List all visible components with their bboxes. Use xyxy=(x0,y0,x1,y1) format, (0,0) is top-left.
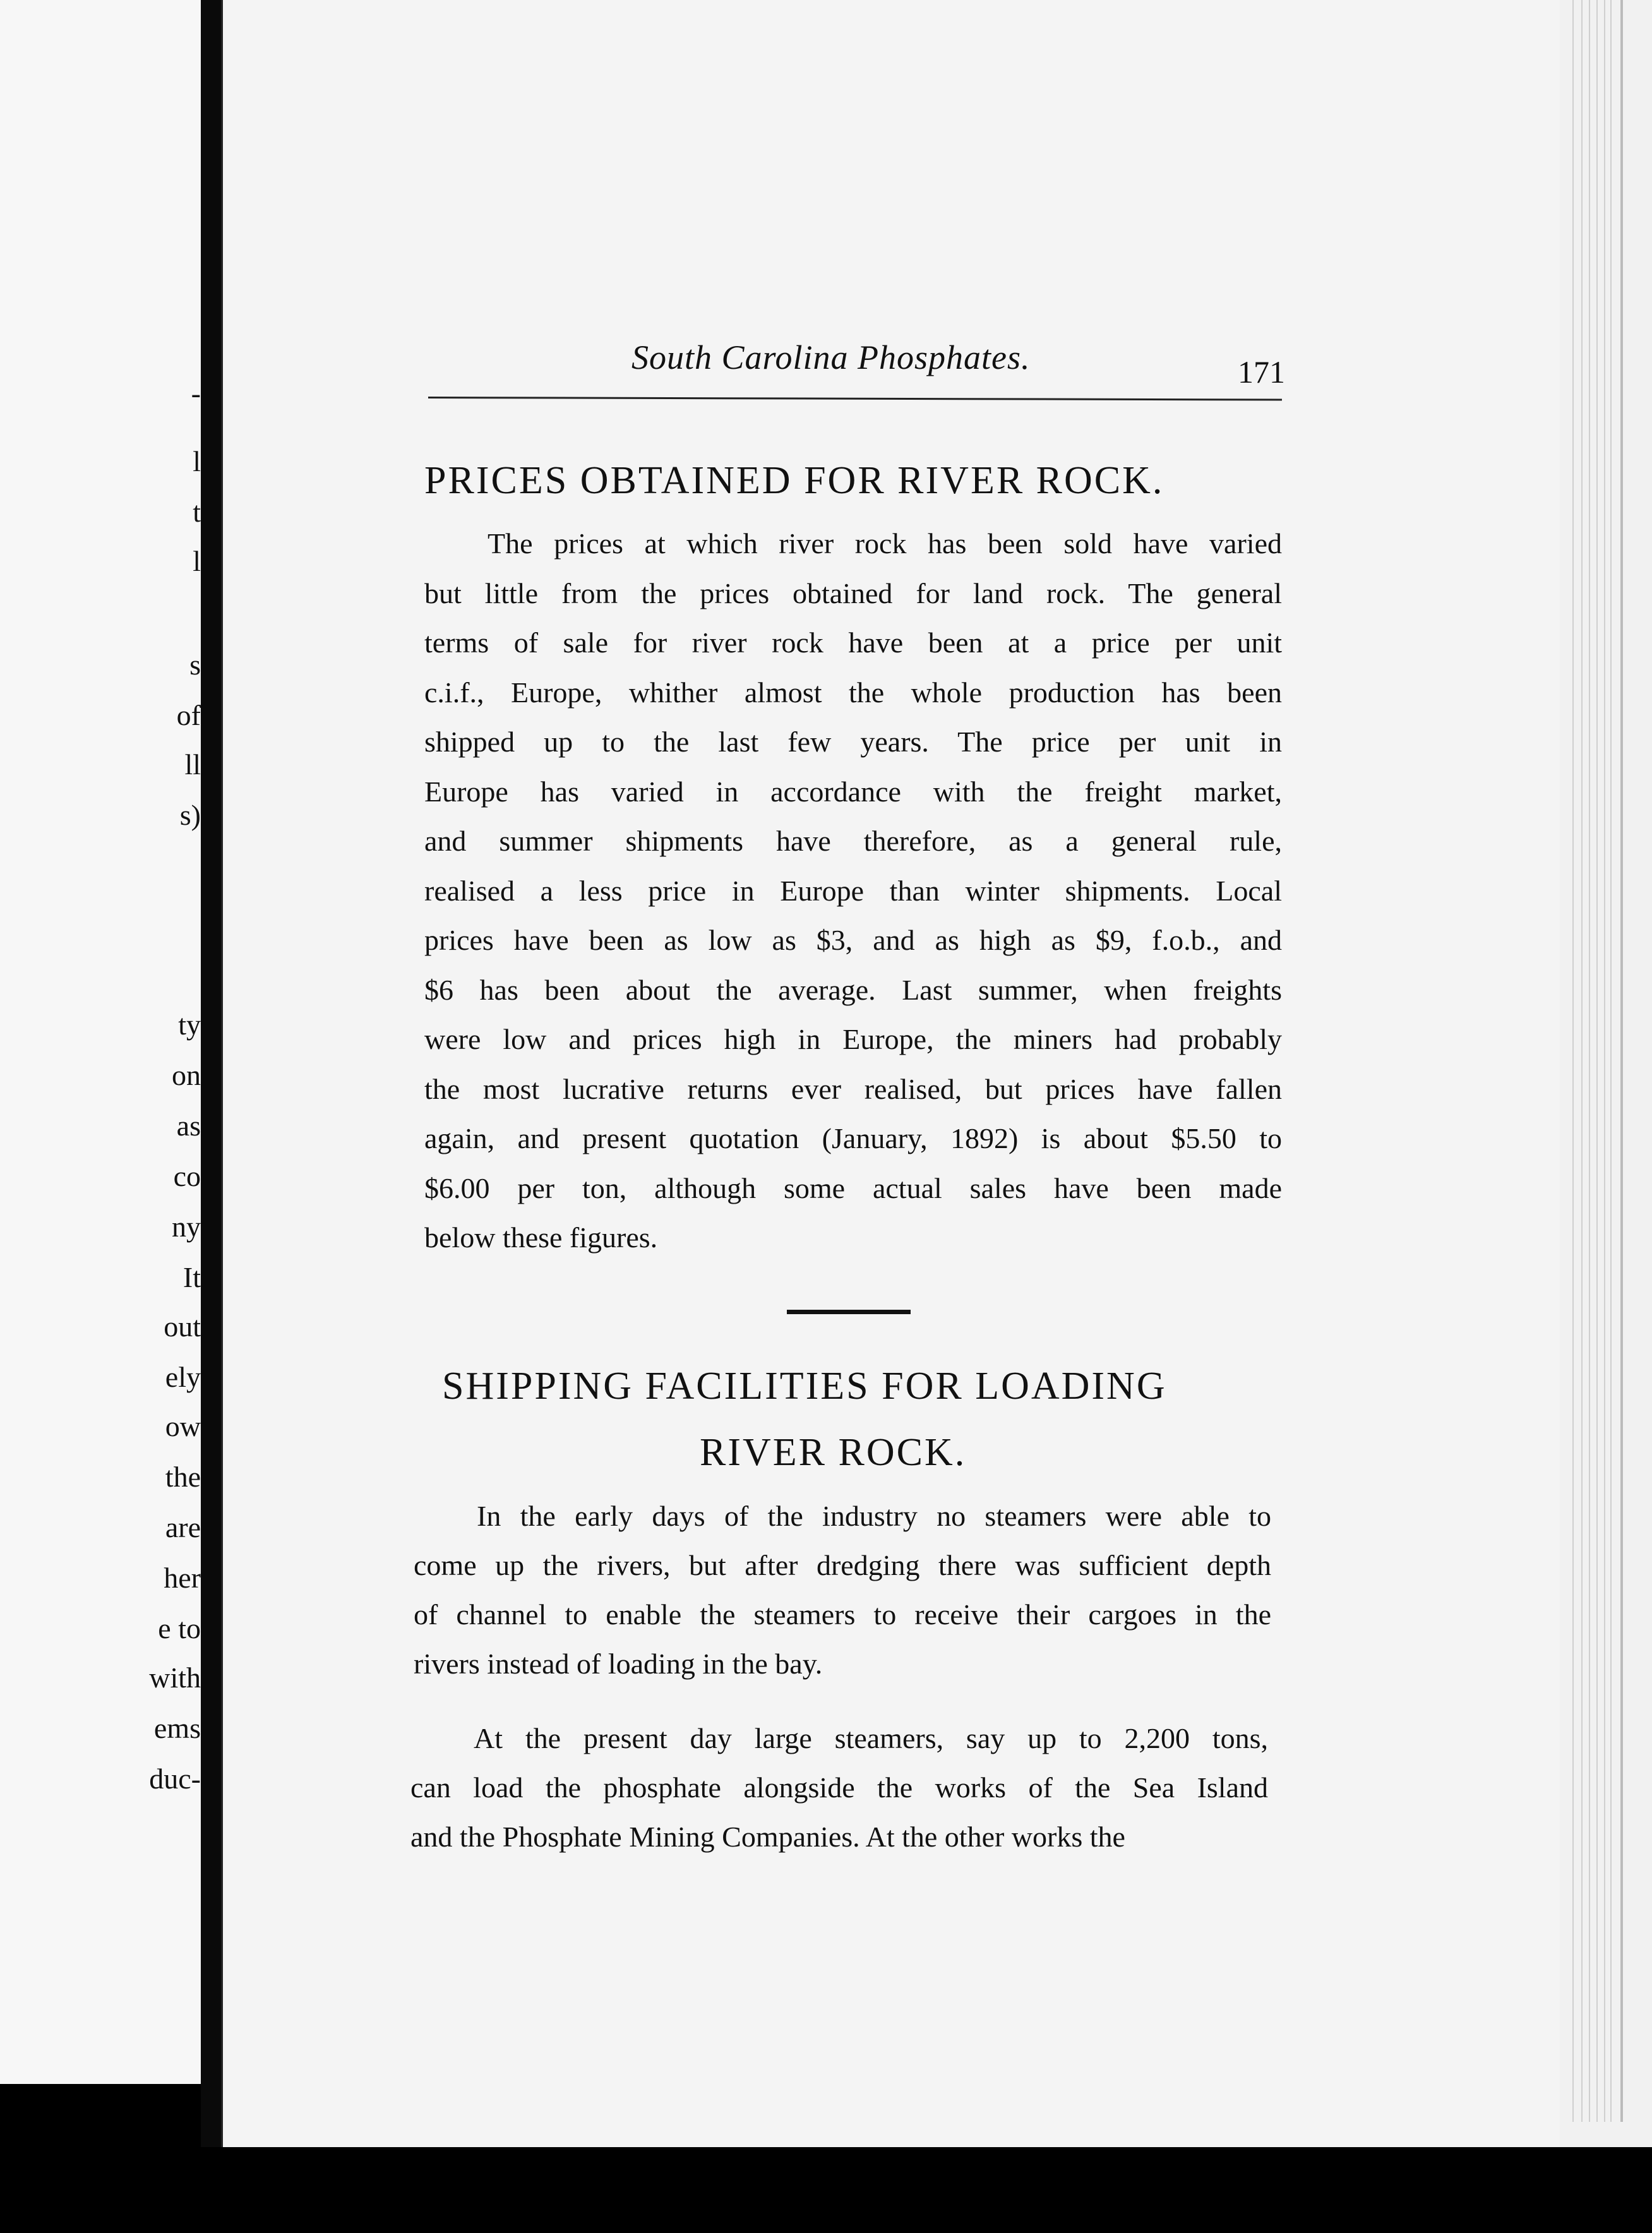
running-head: South Carolina Phosphates. xyxy=(631,338,1031,376)
margin-fragment: the xyxy=(165,1461,201,1493)
margin-fragment: - xyxy=(191,377,201,409)
margin-fragment: her xyxy=(164,1562,201,1594)
section-title: PRICES OBTAINED FOR RIVER ROCK. xyxy=(424,459,1164,502)
margin-fragment: ll xyxy=(184,748,201,781)
margin-fragment: on xyxy=(172,1059,201,1091)
margin-fragment: as xyxy=(176,1110,201,1142)
margin-fragment: s) xyxy=(179,799,201,831)
text-line: come up the rivers, but after dredging there was sufficient depth xyxy=(414,1549,1271,1581)
section-title-line-1: SHIPPING FACILITIES FOR LOADING xyxy=(442,1365,1167,1408)
margin-fragment: are xyxy=(165,1511,201,1543)
text-line: $6.00 per ton, although some actual sales have been made xyxy=(424,1171,1282,1204)
text-line: below these figures. xyxy=(424,1221,658,1254)
margin-fragment: t xyxy=(193,496,201,528)
text-line: terms of sale for river rock have been at a price per unit xyxy=(424,626,1282,659)
margin-fragment: out xyxy=(164,1310,201,1343)
margin-fragment: l xyxy=(193,545,201,577)
margin-fragment: l xyxy=(193,445,201,477)
text-line: prices have been as low as $3, and as high as $9, f.o.b., and xyxy=(424,924,1282,956)
text-line: can load the phosphate alongside the works of the Sea Island xyxy=(410,1771,1268,1804)
margin-fragment: ems xyxy=(153,1712,201,1744)
text-line: The prices at which river rock has been sold have varied xyxy=(488,527,1282,560)
margin-fragment: duc- xyxy=(149,1763,201,1795)
margin-fragment: ely xyxy=(165,1361,201,1393)
text-line: the most lucrative returns ever realised, but prices have fallen xyxy=(424,1072,1282,1105)
text-line: again, and present quotation (January, 1892) is about $5.50 to xyxy=(424,1122,1282,1154)
text-line: but little from the prices obtained for land rock. The general xyxy=(424,577,1282,609)
text-line: and the Phosphate Mining Companies. At the other works the xyxy=(410,1821,1125,1853)
margin-fragment: co xyxy=(173,1160,201,1192)
text-line: were low and prices high in Europe, the miners had probably xyxy=(424,1023,1282,1055)
section-divider xyxy=(787,1310,911,1314)
text-line: Europe has varied in accordance with the freight market, xyxy=(424,775,1282,808)
text-line: shipped up to the last few years. The price per unit in xyxy=(424,726,1282,758)
facing-page xyxy=(0,0,201,2084)
text-line: At the present day large steamers, say up to 2,200 tons, xyxy=(474,1722,1268,1754)
text-line: rivers instead of loading in the bay. xyxy=(414,1648,823,1680)
section-title-line-2: RIVER ROCK. xyxy=(700,1431,967,1474)
margin-fragment: s xyxy=(189,649,201,681)
text-line: In the early days of the industry no steamers were able to xyxy=(477,1500,1271,1532)
margin-fragment: ow xyxy=(165,1410,201,1442)
page-number: 171 xyxy=(1238,354,1285,390)
margin-fragment: It xyxy=(183,1261,201,1293)
margin-fragment: e to xyxy=(158,1612,201,1644)
text-line: of channel to enable the steamers to receive their cargoes in the xyxy=(414,1598,1271,1631)
facing-page-text-fragments xyxy=(0,0,201,2084)
text-line: $6 has been about the average. Last summer, when freights xyxy=(424,973,1282,1006)
text-line: realised a less price in Europe than winter shipments. Local xyxy=(424,874,1282,907)
margin-fragment: ty xyxy=(178,1009,201,1041)
page-edges xyxy=(1560,0,1652,2147)
text-line: and summer shipments have therefore, as a general rule, xyxy=(424,825,1282,857)
margin-fragment: with xyxy=(149,1661,201,1694)
scan-border xyxy=(0,2147,1652,2233)
margin-fragment: of xyxy=(176,699,201,731)
text-line: c.i.f., Europe, whither almost the whole production has been xyxy=(424,676,1282,709)
margin-fragment: ny xyxy=(172,1211,201,1243)
